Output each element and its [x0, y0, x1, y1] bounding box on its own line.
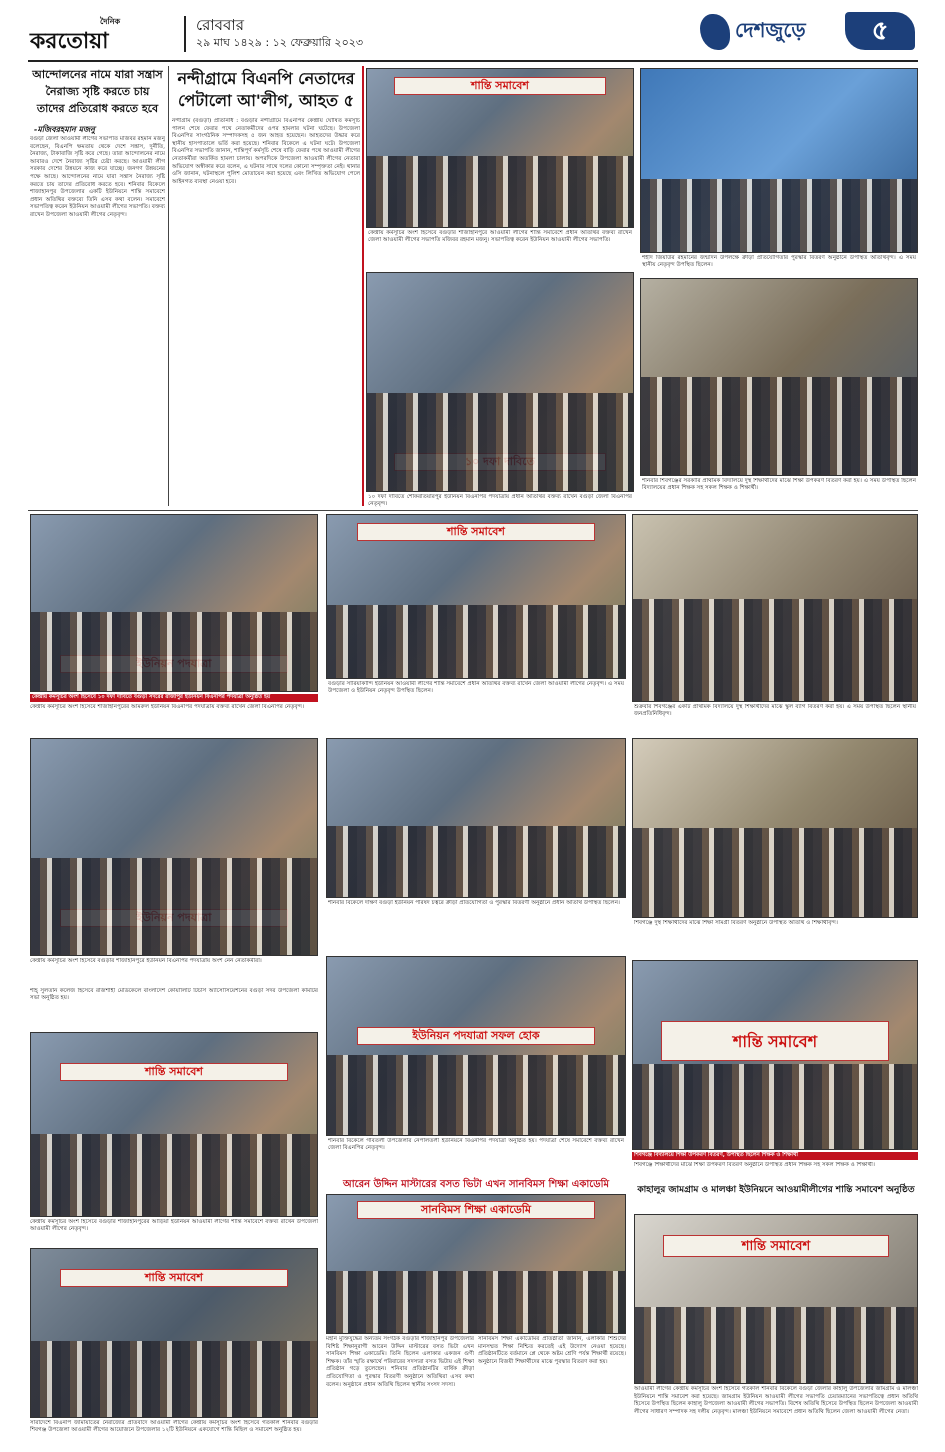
photo-banner: শান্তি সমাবেশ	[60, 1269, 289, 1287]
masthead-page-number: ৫	[845, 12, 915, 50]
column-rule-2	[362, 66, 364, 506]
caption-shajahanpur-samabesh: কেন্দ্রীয় কর্মসূচির অংশ হিসেবে বগুড়ার শাজাহানপুরে আওয়ামী লীগের শান্তি সমাবেশে প্রধান অতিথির বক্তব্য রাখেন জেলা আওয়ামী লীগের সভাপতি মজিবর রহমান মজনু। সভাপতিত্ব করেন ইউনিয়ন আওয়ামী লীগের সভাপতি।	[368, 230, 632, 244]
column-rule-1	[168, 66, 169, 506]
article1-body: বগুড়া জেলা আওয়ামী লীগের সভাপতি মজিবর রহমান মজনু বলেছেন, বিএনপি ক্ষমতায় থেকে দেশে সন্ত্রাস, দুর্নীতি, নৈরাজ্য, টাকাবাজি সৃষ্টি করে গেছে। তারা আন্দোলনের নামে আবারও দেশে নৈরাজ্য সৃষ্টির চেষ্টা করছে। আওয়ামী লীগ সরকার দেশের উন্নয়নে কাজ করে যাচ্ছে। জনগণ উন্নয়নের পক্ষে আছে। আন্দোলনের নামে যারা সন্ত্রাস নৈরাজ্য সৃষ্টি করতে চায় তাদের প্রতিরোধ করতে হবে। শনিবার বিকেলে শাজাহানপুর উপজেলার একটি ইউনিয়নে শান্তি সমাবেশে প্রধান অতিথির বক্তব্যে তিনি এসব কথা বলেন। সমাবেশে সভাপতিত্ব করেন ইউনিয়ন আওয়ামী লীগের সভাপতি। বক্তব্য রাখেন উপজেলা আওয়ামী লীগের নেতৃবৃন্দ।	[30, 136, 165, 218]
article2-headline: নন্দীগ্রামে বিএনপি নেতাদের পেটালো আ'লীগ, আহত ৫	[177, 69, 355, 110]
photo-school-distribution-1	[640, 278, 918, 476]
article4-body: আওয়ামী লীগের কেন্দ্রীয় কর্মসূচির অংশ হিসেবে গতকাল শনিবার বিকেলে বগুড়া জেলার কাহালু উপজেলার জামগ্রাম ও মালঞ্চা ইউনিয়নে শান্তি সমাবেশ করা হয়েছে। জামগ্রাম ইউনিয়ন আওয়ামী লীগের সভাপতি চেয়ারম্যানের সভাপতিত্বে প্রধান অতিথি হিসেবে উপস্থিত ছিলেন কাহালু উপজেলা আওয়ামী লীগের সভাপতি। বিশেষ অতিথি হিসেবে উপস্থিত ছিলেন উপজেলা আওয়ামী লীগের সাধারণ সম্পাদক সহ দলীয় নেতৃবৃন্দ। মালঞ্চা ইউনিয়নে সমাবেশে প্রধান অতিথি ছিলেন জেলা আওয়ামী লীগের নেতা।	[634, 1386, 918, 1415]
caption-school-distribution-2: শুক্রবার শিবগঞ্জের একটি প্রাথমিক বিদ্যালয়ে দুস্থ শিক্ষার্থীদের মাঝে স্কুল ব্যাগ বিতরণ করা হয়। এ সময় উপস্থিত ছিলেন স্থানীয় জনপ্রতিনিধিবৃন্দ।	[634, 704, 916, 718]
caption-shanti-samabesh-2: কেন্দ্রীয় কর্মসূচির অংশ হিসেবে বগুড়ার শাজাহানপুরের আড়িয়া ইউনিয়ন আওয়ামী লীগের শান্তি সমাবেশে বক্তব্য রাখেন উপজেলা আওয়ামী লীগের নেতৃবৃন্দ।	[30, 1219, 318, 1233]
masthead-divider	[184, 16, 186, 52]
caption-bottom-collage: সারাদেশে বিএনপি জামায়াতের নৈরাজ্যের প্রতিবাদে আওয়ামী লীগের কেন্দ্রীয় কর্মসূচির অংশ হিসেবে গতকাল শনিবার বগুড়ার শিবগঞ্জ উপজেলা আওয়ামী লীগের আয়োজনে উপজেলার ১২টি ইউনিয়নে একযোগে শান্তি মিছিল ও সমাবেশ অনুষ্ঠিত হয়।	[30, 1420, 318, 1434]
masthead-logo: করতোয়া	[30, 28, 109, 54]
caption-prize-distribution: শহীদ জিয়াউর রহমানের জন্মদিন উপলক্ষে ক্রীড়া প্রতিযোগিতার পুরস্কার বিতরণ অনুষ্ঠানে উপস্থিত অতিথিবৃন্দ। এ সময় স্থানীয় নেতৃবৃন্দ উপস্থিত ছিলেন।	[642, 255, 916, 269]
article3-headline: আরেন উদ্দিন মাস্টারের বসত ভিটা এখন সানবিমস শিক্ষা একাডেমি	[342, 1179, 610, 1190]
photo-kahalu-samabesh	[634, 1214, 918, 1384]
photo-collage-shibganj	[30, 1248, 318, 1418]
caption-teachers-meeting: শাহ্ সুলতান কলেজ হিসেবে রাজশাহী মেডিকেলে বাংলাদেশ কোয়ালিটি টিচার্স অ্যাসোসিয়েশনের বগুড়া সদর উপজেলা কমিটির সভা অনুষ্ঠিত হয়।	[30, 988, 318, 1002]
photo-school-distribution-2	[632, 514, 918, 702]
masthead	[0, 0, 945, 62]
photo-banner: সানবিমস শিক্ষা একাডেমি	[357, 1201, 595, 1219]
photo-sunbeams-academy	[326, 1194, 626, 1334]
photo-banner: শান্তি সমাবেশ	[60, 1063, 289, 1081]
photo-banner: শান্তি সমাবেশ	[394, 77, 607, 95]
photo-union-padajatra-2	[30, 514, 318, 692]
article3-body-col2: সানবিমস শিক্ষা একাডেমির প্রতিষ্ঠাতা জানান, এলাকার শিশুদের মানসম্মত শিক্ষা নিশ্চিত করতেই এই উদ্যোগ নেওয়া হয়েছে। প্রতিষ্ঠানটিতে বর্তমানে প্লে থেকে অষ্টম শ্রেণি পর্যন্ত শিক্ষার্থী রয়েছে। অনুষ্ঠানে বিজয়ী শিক্ষার্থীদের মাঝে পুরস্কার বিতরণ করা হয়।	[478, 1336, 626, 1365]
caption-sariakandi: বগুড়ার সারিয়াকান্দি ইউনিয়ন আওয়ামী লীগের শান্তি সমাবেশে প্রধান অতিথির বক্তব্য রাখেন জেলা আওয়ামী লীগের নেতৃবৃন্দ। এ সময় উপজেলা ও ইউনিয়ন নেতৃবৃন্দ উপস্থিত ছিলেন।	[328, 681, 624, 695]
caption-school-distribution-4: শিবগঞ্জে শিক্ষার্থীদের মাঝে শিক্ষা উপকরণ বিতরণ অনুষ্ঠানে উপস্থিত প্রধান শিক্ষক সহ সকল শিক্ষক ও শিক্ষার্থী।	[634, 1162, 875, 1168]
bangladesh-map-icon	[700, 14, 730, 50]
photo-banner: শান্তি সমাবেশ	[357, 523, 595, 541]
caption-padajatra-1: ১০ দফা দাবিতে শোকরতিয়ারপুর ইউনিয়ন বিএনপির পদযাত্রায় প্রধান অতিথির বক্তব্য রাখেন বগুড়া জেলা বিএনপির নেতৃবৃন্দ।	[368, 494, 632, 508]
article1-byline: -মজিবরহমান মজনু	[34, 125, 95, 134]
photo-shanti-samabesh-3	[632, 960, 918, 1150]
caption-school-distribution-1: শনিবার শিবগঞ্জের সরকারি প্রাথমিক বিদ্যালয়ে দুস্থ শিক্ষার্থীদের মাঝে শিক্ষা উপকরণ বিতরণ করা হয়। এ সময় উপস্থিত ছিলেন বিদ্যালয়ের প্রধান শিক্ষক সহ সকল শিক্ষক ও শিক্ষার্থী।	[642, 478, 916, 492]
caption-padajatra-3: কেন্দ্রীয় কর্মসূচির অংশ হিসেবে বগুড়ার শাজাহানপুরে ইউনিয়ন বিএনপির পদযাত্রায় অংশ নেন নেতাকর্মীরা।	[30, 958, 262, 964]
photo-banner: ইউনিয়ন পদযাত্রা সফল হোক	[357, 1027, 595, 1045]
photo-banner: শান্তি সমাবেশ	[661, 1021, 888, 1061]
section-rule-1	[28, 510, 918, 511]
article3-body: মহান মুক্তিযুদ্ধের অন্যতম সংগঠক বগুড়ার শাজাহানপুর উপজেলার বিশিষ্ট শিক্ষানুরাগী আরেন উদ্দিন মাস্টারের বসত ভিটা এখন সানবিমস শিক্ষা একাডেমি। তিনি ছিলেন এলাকার একজন গুণী শিক্ষক। তাঁর স্মৃতি রক্ষার্থে পরিবারের সদস্যরা বসত ভিটায় এই শিক্ষা প্রতিষ্ঠান গড়ে তুলেছেন। শনিবার প্রতিষ্ঠানটির বার্ষিক ক্রীড়া প্রতিযোগিতা ও পুরস্কার বিতরণী অনুষ্ঠানে অতিথিরা এসব কথা বলেন। অনুষ্ঠানে প্রধান অতিথি ছিলেন স্থানীয় সংসদ সদস্য।	[326, 1336, 474, 1388]
masthead-date: ২৯ মাঘ ১৪২৯ : ১২ ফেব্রুয়ারি ২০২৩	[196, 36, 364, 49]
masthead-day: রোববার	[196, 16, 244, 34]
caption-sports-prize: শনিবার বিকেলে দক্ষিণ বগুড়া ইউনিয়ন পরিষদ চত্বরে ক্রীড়া প্রতিযোগিতা ও পুরস্কার বিতরণী অনুষ্ঠানে প্রধান অতিথি উপস্থিত ছিলেন।	[328, 900, 620, 906]
photo-union-padajatra-1	[366, 272, 634, 492]
photo-union-padajatra-3	[30, 738, 318, 956]
photo-sports-prize	[326, 738, 626, 898]
photo-padajatra-4	[326, 956, 626, 1136]
caption-padajatra-4: শনিবার বিকেলে গাবতলী উপজেলার নেপালতলী ইউনিয়নে বিএনপির পদযাত্রা অনুষ্ঠিত হয়। পদযাত্রা শেষে সমাবেশে বক্তব্য রাখেন জেলা বিএনপির নেতৃবৃন্দ।	[328, 1138, 624, 1152]
red-caption-strip-1: কেন্দ্রীয় কর্মসূচির অংশ হিসেবে ১০ দফা দাবিতে বগুড়া সদরের রাজাপুর ইউনিয়ন বিএনপির পদযাত্রা অনুষ্ঠিত হয়	[30, 694, 318, 702]
masthead-section: দেশজুড়ে	[735, 18, 806, 42]
photo-sariakandi-samabesh	[326, 514, 626, 679]
caption-school-distribution-3: শিবগঞ্জে দুস্থ শিক্ষার্থীদের মাঝে শিক্ষা সামগ্রী বিতরণ অনুষ্ঠানে উপস্থিত অতিথি ও শিক্ষার্থীবৃন্দ।	[634, 920, 838, 926]
photo-school-distribution-3	[632, 738, 918, 918]
caption-padajatra-2: কেন্দ্রীয় কর্মসূচির অংশ হিসেবে শাজাহানপুরের আমরুল ইউনিয়ন বিএনপির পদযাত্রায় বক্তব্য রাখেন জেলা বিএনপির নেতৃবৃন্দ।	[30, 704, 305, 710]
article2-body: নন্দীগ্রাম (বগুড়া) প্রতিনিধি : বগুড়ার নন্দীগ্রামে বিএনপির কেন্দ্রীয় ঘোষিত কর্মসূচি পালন শেষে ফেরার পথে নেতাকর্মীদের ওপর হামলার ঘটনা ঘটেছে। উপজেলা বিএনপির সাংগঠনিক সম্পাদকসহ ৫ জন আহত হয়েছেন। আহতদের উদ্ধার করে স্থানীয় হাসপাতালে ভর্তি করা হয়েছে। শনিবার বিকেলে এ ঘটনা ঘটে। উপজেলা বিএনপির সভাপতি জানান, শান্তিপূর্ণ কর্মসূচি শেষে বাড়ি ফেরার পথে আওয়ামী লীগের নেতাকর্মীরা অতর্কিত হামলা চালায়। অপরদিকে উপজেলা আওয়ামী লীগের নেতারা অভিযোগ অস্বীকার করে বলেন, এ ঘটনার সাথে দলের কোনো সম্পৃক্ততা নেই। থানার ওসি জানান, ঘটনাস্থলে পুলিশ মোতায়েন করা হয়েছে এবং লিখিত অভিযোগ পেলে আইনগত ব্যবস্থা নেওয়া হবে।	[172, 118, 360, 185]
article4-headline: কাহালুর জামগ্রাম ও মালঞ্চা ইউনিয়নে আওয়ামীলীগের শান্তি সমাবেশ অনুষ্ঠিত	[637, 1185, 915, 1195]
masthead-rule	[28, 60, 918, 62]
article1-headline: আন্দোলনের নামে যারা সন্ত্রাস নৈরাজ্য সৃষ্টি করতে চায় তাদের প্রতিরোধ করতে হবে	[32, 68, 163, 115]
photo-prize-distribution	[640, 68, 918, 253]
photo-shanti-samabesh-shajahanpur	[366, 68, 634, 228]
photo-shanti-samabesh-2	[30, 1032, 318, 1217]
red-caption-strip-2: শিবগঞ্জে বিদ্যালয়ে শিক্ষা উপকরণ বিতরণ, উপস্থিত ছিলেন শিক্ষক ও শিক্ষার্থী	[632, 1152, 918, 1160]
photo-banner: শান্তি সমাবেশ	[663, 1235, 889, 1257]
masthead-logo-small: দৈনিক	[100, 17, 121, 26]
